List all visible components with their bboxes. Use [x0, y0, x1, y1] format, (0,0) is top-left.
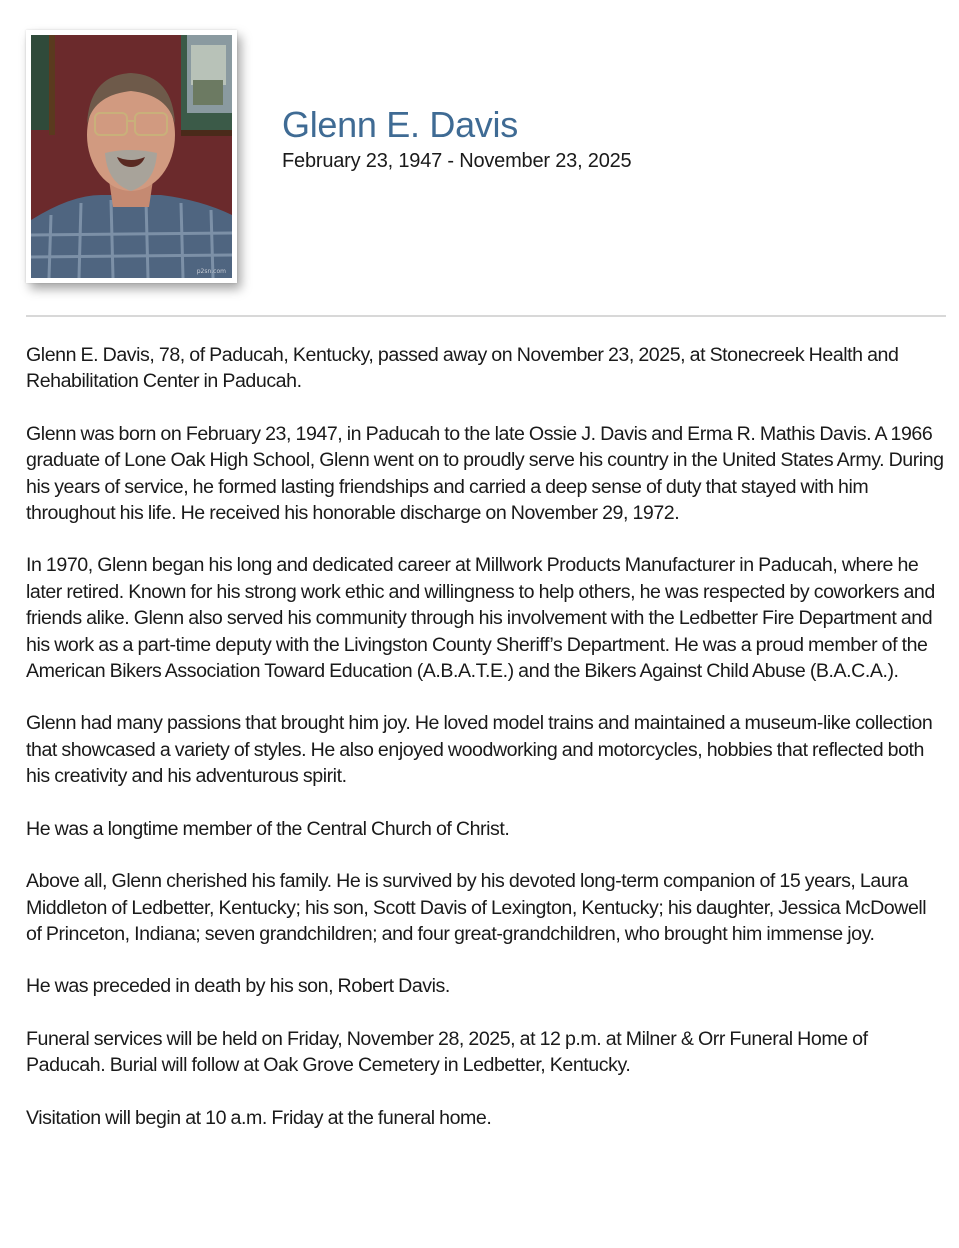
- obituary-paragraph: Funeral services will be held on Friday, November 28, 2025, at 12 p.m. at Milner & Orr Funeral Home of Paducah. Burial will follow at Oak Grove Cemetery in Ledbetter, Kentucky.: [26, 1027, 868, 1077]
- life-dates: February 23, 1947 - November 23, 2025: [282, 150, 632, 172]
- obituary-paragraph: Visitation will begin at 10 a.m. Friday at the funeral home.: [26, 1106, 492, 1129]
- portrait-photo-frame: [26, 30, 237, 283]
- portrait-image: [31, 35, 232, 278]
- portrait-photo: [31, 35, 232, 278]
- obituary-body: [26, 342, 944, 1157]
- deceased-name: Glenn E. Davis: [282, 104, 518, 145]
- obituary-paragraph: Glenn E. Davis, 78, of Paducah, Kentucky, passed away on November 23, 2025, at Stonecreek Health and Rehabilitation Center in Paducah.: [26, 344, 899, 393]
- obituary-paragraph: He was preceded in death by his son, Robert Davis.: [26, 975, 450, 998]
- header-divider: [26, 315, 946, 317]
- obituary-paragraph: Glenn had many passions that brought him joy. He loved model trains and maintained a museum-like collection that showcased a variety of styles. He also enjoyed woodworking and motorcycles, hobbies that reflected both his creativity and his adventurous spirit.: [26, 712, 933, 788]
- obituary-paragraph: Above all, Glenn cherished his family. He is survived by his devoted long-term companion of 15 years, Laura Middleton of Ledbetter, Kentucky; his son, Scott Davis of Lexington, Kentucky; his daughter, Jessica McDowell of Princeton, Indiana; seven grandchildren; and four great-grandchildren, who brought him immense joy.: [26, 870, 927, 945]
- obituary-header: [0, 0, 959, 318]
- obituary-paragraph: In 1970, Glenn began his long and dedicated career at Millwork Products Manufacturer in Paducah, where he later retired. Known for his strong work ethic and willingness to help others, he was respected by coworkers and friends alike. Glenn also served his community through his involvement with the Ledbetter Fire Department and his work as a part-time deputy with the Livingston County Sheriff’s Department. He was a proud member of the American Bikers Association Toward Education (A.B.A.T.E.) and the Bikers Against Child Abuse (B.A.C.A.).: [26, 554, 935, 683]
- obituary-paragraph: He was a longtime member of the Central Church of Christ.: [26, 817, 510, 840]
- obituary-paragraph: Glenn was born on February 23, 1947, in Paducah to the late Ossie J. Davis and Erma R. Mathis Davis. A 1966 graduate of Lone Oak High School, Glenn went on to proudly serve his country in the United States Army. During his years of service, he formed lasting friendships and carried a deep sense of duty that stayed with him throughout his life. He received his honorable discharge on November 29, 1972.: [26, 422, 944, 525]
- photo-credit: p2sn.com: [196, 268, 226, 275]
